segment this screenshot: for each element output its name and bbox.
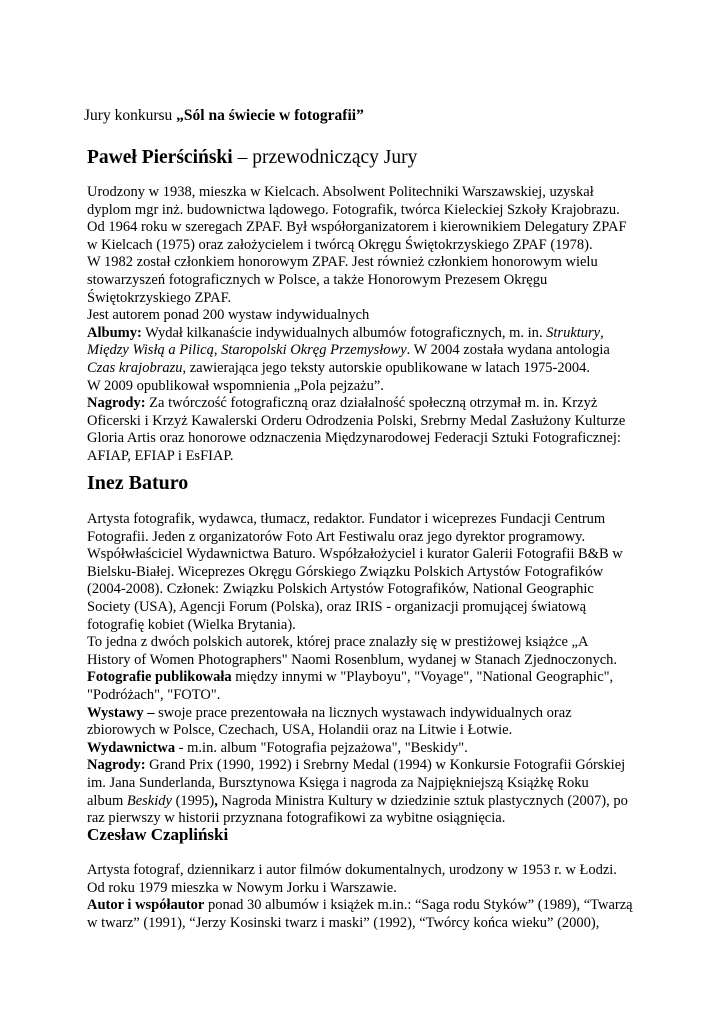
bold-label: Nagrody: xyxy=(87,395,146,412)
section-paragraph-2 xyxy=(87,511,647,828)
text-line xyxy=(87,793,647,811)
document-title xyxy=(84,107,364,125)
text-run: Fotografii. Jeden z organizatorów Foto Art Festiwalu oraz jego dyrektor programowy. xyxy=(87,528,586,545)
section-paragraph-3 xyxy=(87,862,647,932)
text-run: Wydał kilkanaście indywidualnych albumów fotograficznych, m. in. xyxy=(141,324,547,341)
section-heading-3 xyxy=(87,825,228,845)
text-line xyxy=(87,880,647,898)
text-line xyxy=(87,448,647,466)
text-line xyxy=(87,617,647,635)
text-run: Za twórczość fotograficzną oraz działalność społeczną otrzymał m. in. Krzyż xyxy=(145,395,598,412)
bold-label: Fotografie publikowała xyxy=(87,669,232,686)
text-line xyxy=(87,360,647,378)
text-run: między innymi w "Playboyu", "Voyage", "National Geographic", xyxy=(231,669,614,686)
text-run: album xyxy=(87,792,127,809)
section-paragraph-1 xyxy=(87,184,647,466)
text-run: , xyxy=(600,324,604,341)
title-prefix: Jury konkursu xyxy=(84,107,177,124)
text-line xyxy=(87,325,647,343)
text-run: Urodzony w 1938, mieszka w Kielcach. Absolwent Politechniki Warszawskiej, uzyskał xyxy=(87,184,594,200)
text-run: zbiorowych w Polsce, Czechach, USA, Holandii oraz na Litwie i Łotwie. xyxy=(87,722,513,739)
italic-title: Czas krajobrazu xyxy=(87,359,183,376)
text-run: raz pierwszy w historii przyznana fotografikowi za wybitne osiągnięcia. xyxy=(87,810,506,827)
text-line xyxy=(87,511,647,529)
text-run: History of Women Photographers" Naomi Rosenblum, wydanej w Stanach Zjednoczonych. xyxy=(87,651,618,668)
text-line xyxy=(87,757,647,775)
text-line xyxy=(87,202,647,220)
text-line xyxy=(87,652,647,670)
text-run: Gloria Artis oraz honorowe odznaczenia Międzynarodowej Federacji Sztuki Fotograficznej: xyxy=(87,430,621,447)
bold-label: Autor i współautor xyxy=(87,897,205,914)
italic-title: Struktury xyxy=(546,324,601,341)
text-run: w twarz” (1991), “Jerzy Kosinski twarz i maski” (1992), “Twórcy końca wieku” (2000), xyxy=(87,914,600,931)
text-run: "Podróżach", "FOTO". xyxy=(87,686,221,703)
text-line xyxy=(87,740,647,758)
text-run: ponad 30 albumów i książek m.in.: “Saga rodu Styków” (1989), “Twarzą xyxy=(204,897,633,914)
text-line xyxy=(87,529,647,547)
text-line xyxy=(87,581,647,599)
text-line xyxy=(87,599,647,617)
text-run: swoje prace prezentowała na licznych wystawach indywidualnych oraz xyxy=(154,704,572,721)
text-line xyxy=(87,722,647,740)
text-line xyxy=(87,184,647,202)
text-run: Artysta fotografik, wydawca, tłumacz, redaktor. Fundator i wiceprezes Fundacji Centrum xyxy=(87,511,606,527)
italic-title: Między Wisłą a Pilicą xyxy=(87,342,214,359)
text-run: AFIAP, EFIAP i EsFIAP. xyxy=(87,447,234,464)
text-line xyxy=(87,413,647,431)
italic-title: Staropolski Okręg Przemysłowy xyxy=(221,342,407,359)
text-run: Jest autorem ponad 200 wystaw indywidualnych xyxy=(87,307,370,324)
text-run: Od 1964 roku w szeregach ZPAF. Był współorganizatorem i kierownikiem Delegatury ZPAF xyxy=(87,219,627,236)
text-run: To jedna z dwóch polskich autorek, której prace znalazły się w prestiżowej książce „A xyxy=(87,634,589,651)
italic-title: Beskidy xyxy=(126,792,172,809)
text-line xyxy=(87,430,647,448)
text-run: W 2009 opublikował wspomnienia „Pola pejzażu”. xyxy=(87,377,384,394)
text-run: stowarzyszeń fotograficznych w Polsce, a także Honorowym Prezesem Okręgu xyxy=(87,271,548,288)
text-run: Grand Prix (1990, 1992) i Srebrny Medal (1994) w Konkursie Fotografii Górskiej xyxy=(145,757,626,774)
text-line xyxy=(87,705,647,723)
text-run: , zawierająca jego teksty autorskie opublikowane w latach 1975-2004. xyxy=(182,359,590,376)
text-run: Od roku 1979 mieszka w Nowym Jorku i Warszawie. xyxy=(87,879,397,896)
text-run: W 1982 został członkiem honorowym ZPAF. Jest również członkiem honorowym wielu xyxy=(87,254,598,271)
title-contest-name: „Sól na świecie w fotografii” xyxy=(176,107,364,124)
bold-label: Nagrody: xyxy=(87,757,146,774)
bold-label: Albumy: xyxy=(87,324,142,341)
section-heading-1-role: – przewodniczący Jury xyxy=(232,147,418,168)
text-run: - m.in. album "Fotografia pejzażowa", "Beskidy". xyxy=(175,739,468,756)
text-line xyxy=(87,687,647,705)
text-run: w Kielcach (1975) oraz założycielem i twórcą Okręgu Świętokrzyskiego ZPAF (1978). xyxy=(87,236,593,253)
text-run: im. Jana Sunderlanda, Bursztynowa Księga i nagroda za Najpiękniejszą Książkę Roku xyxy=(87,774,589,791)
section-heading-3-name: Czesław Czapliński xyxy=(87,825,229,844)
text-run: fotografię kobiet (Wielka Brytania). xyxy=(87,616,296,633)
text-line xyxy=(87,378,647,396)
text-run: Bielsku-Białej. Wiceprezes Okręgu Górskiego Związku Polskich Artystów Fotografików xyxy=(87,563,604,580)
text-run: , xyxy=(213,342,222,359)
text-run: (1995) xyxy=(171,792,215,809)
bold-label: Wystawy – xyxy=(87,704,155,721)
section-heading-2-name: Inez Baturo xyxy=(87,472,189,494)
text-line xyxy=(87,775,647,793)
text-line xyxy=(87,254,647,272)
text-run: . W 2004 została wydana antologia xyxy=(406,342,610,359)
text-line xyxy=(87,290,647,308)
text-line xyxy=(87,395,647,413)
text-line xyxy=(87,564,647,582)
section-heading-1 xyxy=(87,147,417,169)
text-run: Society (USA), Agencji Forum (Polska), oraz IRIS - organizacji promującej światową xyxy=(87,598,587,615)
text-line xyxy=(87,915,647,933)
text-run: Współwłaściciel Wydawnictwa Baturo. Współzałożyciel i kurator Galerii Fotografii B&B w xyxy=(87,546,623,563)
text-line xyxy=(87,897,647,915)
text-run: Oficerski i Krzyż Kawalerski Orderu Odrodzenia Polski, Srebrny Medal Zasłużony Kulturze xyxy=(87,412,626,429)
section-heading-1-name: Paweł Pierściński xyxy=(87,147,233,168)
text-line xyxy=(87,342,647,360)
text-run: dyplom mgr inż. budownictwa lądowego. Fotografik, twórca Kieleckiej Szkoły Krajobrazu. xyxy=(87,201,620,218)
text-line xyxy=(87,237,647,255)
bold-label: , xyxy=(214,792,218,809)
section-heading-2 xyxy=(87,472,188,495)
text-run: (2004-2008). Członek: Związku Polskich Artystów Fotografików, National Geographic xyxy=(87,581,594,598)
text-line xyxy=(87,634,647,652)
text-line xyxy=(87,219,647,237)
bold-label: Wydawnictwa xyxy=(87,739,176,756)
text-line xyxy=(87,669,647,687)
text-line xyxy=(87,862,647,880)
text-run: Świętokrzyskiego ZPAF. xyxy=(87,289,232,306)
text-line xyxy=(87,546,647,564)
text-line xyxy=(87,307,647,325)
text-line xyxy=(87,272,647,290)
text-run: Artysta fotograf, dziennikarz i autor filmów dokumentalnych, urodzony w 1953 r. w Łodzi. xyxy=(87,862,617,878)
text-run: Nagroda Ministra Kultury w dziedzinie sztuk plastycznych (2007), po xyxy=(217,792,628,809)
